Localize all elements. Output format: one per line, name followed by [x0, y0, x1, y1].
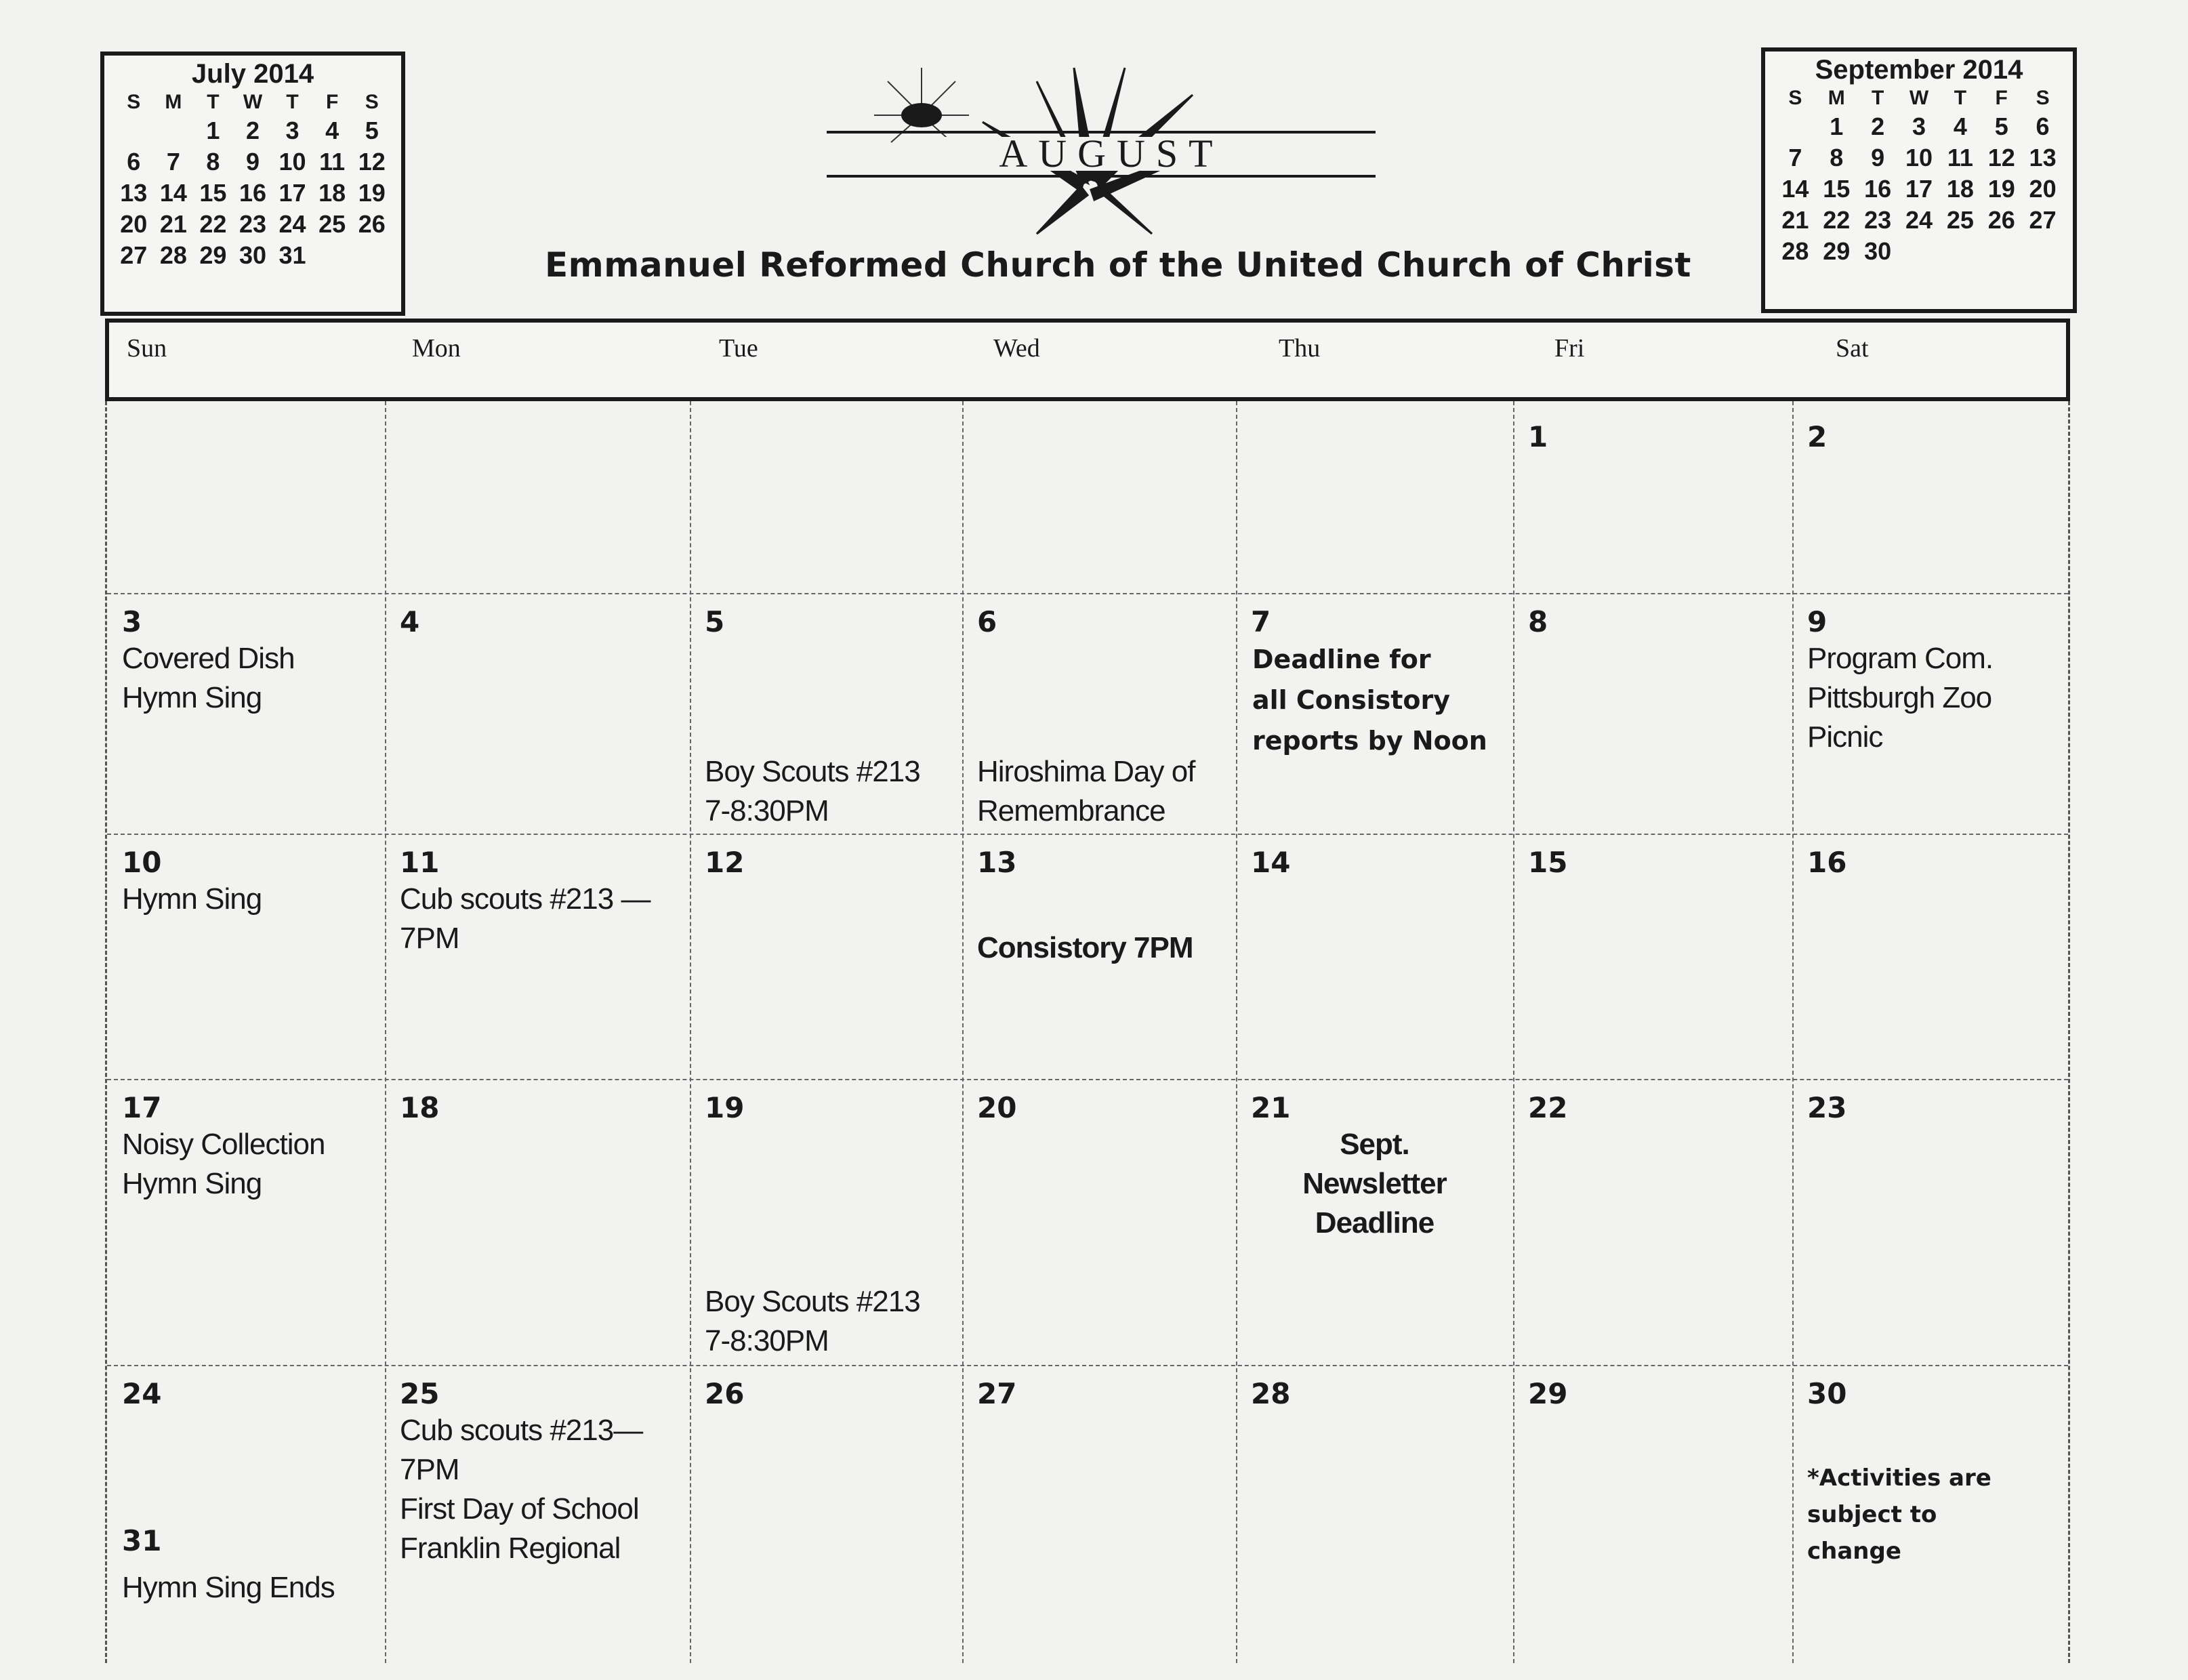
day-number: 1	[1528, 420, 1548, 453]
weekday-thu: Thu	[1279, 334, 1321, 363]
calendar-event: Boy Scouts #213 7-8:30PM	[705, 1285, 920, 1357]
mini-calendar-week-row	[114, 115, 392, 146]
mini-calendar-date: 14	[159, 179, 187, 207]
mini-calendar-date: 10	[278, 148, 306, 176]
day-cell-thu	[1236, 834, 1513, 1079]
day-cell-thu	[1236, 401, 1513, 593]
mini-calendar-title: July 2014	[191, 59, 314, 89]
weekday: M	[165, 91, 182, 113]
day-cell-tue	[690, 593, 962, 834]
day-cell-mon	[385, 834, 690, 1079]
weekday: M	[1828, 87, 1845, 109]
mini-calendar-date	[1981, 236, 2022, 267]
mini-calendar-date: 15	[199, 179, 227, 207]
mini-calendar-date: 17	[278, 179, 306, 207]
weekday: S	[365, 91, 379, 113]
weekday: W	[1909, 87, 1929, 109]
weekday-fri: Fri	[1554, 334, 1585, 363]
weekday-sat: Sat	[1836, 334, 1869, 363]
mini-calendar-date: 25	[1946, 206, 1974, 234]
day-number: 16	[1807, 846, 1847, 879]
mini-calendar-date: 29	[199, 241, 227, 269]
weekday: T	[207, 91, 220, 113]
mini-calendar-date: 28	[1781, 237, 1809, 265]
day-cell-sat	[1792, 834, 2072, 1079]
mini-calendar-date: 8	[1830, 144, 1844, 171]
mini-calendar-date: 23	[239, 210, 267, 238]
day-number: 15	[1528, 846, 1568, 879]
day-cell-mon	[385, 593, 690, 834]
calendar-event: Hymn Sing	[122, 882, 262, 916]
mini-calendar-week-row	[1775, 142, 2063, 173]
day-number: 9	[1807, 605, 1828, 638]
day-number: 10	[122, 846, 162, 879]
mini-calendar-date	[1899, 236, 1940, 267]
weekday-mon: Mon	[412, 334, 461, 363]
mini-calendar-date: 6	[127, 148, 141, 176]
mini-calendar-date: 25	[318, 210, 346, 238]
mini-calendar-date: 19	[358, 179, 386, 207]
mini-calendar-title: September 2014	[1815, 55, 2023, 85]
day-cell-sun	[107, 593, 385, 834]
mini-calendar-date: 7	[1788, 144, 1802, 171]
calendar-event: Cub scouts #213—7PM First Day of School Franklin Regional	[400, 1414, 643, 1565]
mini-calendar-date: 21	[159, 210, 187, 238]
mini-calendar-date: 17	[1905, 175, 1933, 203]
calendar-event: Program Com. Pittsburgh Zoo Picnic	[1807, 642, 1994, 754]
mini-calendar-date: 18	[318, 179, 346, 207]
day-cell-tue	[690, 834, 962, 1079]
mini-calendar-date: 5	[1994, 112, 2008, 140]
day-number: 25	[400, 1377, 440, 1410]
day-number: 13	[977, 846, 1017, 879]
day-cell-sun	[107, 401, 385, 593]
day-cell-mon	[385, 1365, 690, 1663]
day-number: 29	[1528, 1377, 1568, 1410]
mini-calendar-date: 3	[285, 117, 300, 144]
mini-calendar-date: 4	[1953, 112, 1967, 140]
day-cell-thu	[1236, 593, 1513, 834]
mini-calendar-date: 11	[319, 148, 346, 176]
day-number: 28	[1251, 1377, 1291, 1410]
mini-calendar-week-row	[1775, 111, 2063, 142]
day-cell-sat	[1792, 401, 2072, 593]
day-cell-thu	[1236, 1079, 1513, 1365]
weekday: T	[286, 91, 299, 113]
day-number: 3	[122, 605, 142, 638]
mini-calendar-date: 16	[239, 179, 267, 207]
day-number: 17	[122, 1091, 162, 1124]
mini-calendar-date: 14	[1781, 175, 1809, 203]
mini-calendar-date: 31	[278, 241, 306, 269]
weekday: F	[325, 91, 339, 113]
mini-calendar-date: 28	[159, 241, 187, 269]
mini-calendar-date	[312, 240, 352, 271]
mini-calendar-date: 10	[1905, 144, 1933, 171]
mini-calendar-date	[352, 240, 392, 271]
mini-calendar-date: 3	[1912, 112, 1926, 140]
mini-calendar-date: 12	[1987, 144, 2015, 171]
day-number: 14	[1251, 846, 1291, 879]
mini-calendar-date: 18	[1946, 175, 1974, 203]
weekday-tue: Tue	[719, 334, 758, 363]
day-cell-wed	[962, 401, 1236, 593]
mini-calendar-week-row	[114, 209, 392, 240]
day-cell-sat	[1792, 1079, 2072, 1365]
mini-calendar-date: 30	[239, 241, 267, 269]
mini-calendar-week-row	[1775, 205, 2063, 236]
mini-calendar-next-month	[1761, 47, 2077, 313]
mini-calendar-date: 8	[206, 148, 220, 176]
day-number: 18	[400, 1091, 440, 1124]
day-number: 6	[977, 605, 997, 638]
day-cell-fri	[1513, 593, 1792, 834]
weekday: T	[1871, 87, 1884, 109]
day-number: 22	[1528, 1091, 1568, 1124]
calendar-event: Noisy Collection Hymn Sing	[122, 1128, 325, 1200]
calendar-event: Sept. Newsletter Deadline	[1302, 1128, 1447, 1239]
mini-calendar-date: 26	[358, 210, 386, 238]
weekday: S	[2036, 87, 2050, 109]
mini-calendar-week-row	[1775, 236, 2063, 267]
church-name: Emmanuel Reformed Church of the United Church of Christ	[545, 245, 1691, 285]
weekday: F	[1995, 87, 2008, 109]
mini-calendar-date	[1939, 236, 1981, 267]
mini-calendar-date: 15	[1823, 175, 1851, 203]
day-cell-mon	[385, 401, 690, 593]
day-number: 24	[122, 1377, 162, 1410]
day-cell-wed	[962, 593, 1236, 834]
day-cell-tue	[690, 401, 962, 593]
mini-calendar-date: 24	[1905, 206, 1933, 234]
mini-calendar-date: 16	[1864, 175, 1892, 203]
mini-calendar-date: 21	[1781, 206, 1809, 234]
mini-calendar-date: 4	[325, 117, 339, 144]
mini-calendar-date: 6	[2036, 112, 2050, 140]
mini-calendar-date: 9	[1871, 144, 1885, 171]
day-cell-tue	[690, 1365, 962, 1663]
mini-calendar-date: 13	[120, 179, 148, 207]
weekday: S	[127, 91, 141, 113]
weekday-wed: Wed	[993, 334, 1040, 363]
day-cell-wed	[962, 1079, 1236, 1365]
mini-calendar-date: 23	[1864, 206, 1892, 234]
mini-calendar-weekdays	[114, 89, 392, 115]
mini-calendar-previous-month	[100, 52, 405, 316]
mini-calendar-date: 13	[2029, 144, 2057, 171]
day-number: 11	[400, 846, 440, 879]
sunburst-icon	[813, 41, 1396, 237]
mini-calendar-date: 20	[2029, 175, 2057, 203]
mini-calendar-date: 19	[1987, 175, 2015, 203]
mini-calendar-date: 5	[365, 117, 379, 144]
day-cell-tue	[690, 1079, 962, 1365]
day-cell-fri	[1513, 1365, 1792, 1663]
day-cell-fri	[1513, 834, 1792, 1079]
day-number: 21	[1251, 1091, 1291, 1124]
weekday: S	[1788, 87, 1802, 109]
day-cell-sat	[1792, 1365, 2072, 1663]
mini-calendar-date	[114, 115, 154, 146]
day-cell-wed	[962, 834, 1236, 1079]
calendar-event: Consistory 7PM	[977, 931, 1193, 964]
calendar-event: Cub scouts #213 —7PM	[400, 882, 651, 955]
weekday: W	[243, 91, 263, 113]
mini-calendar-date: 7	[166, 148, 180, 176]
calendar-event: Hymn Sing Ends	[122, 1571, 335, 1604]
day-number: 8	[1528, 605, 1548, 638]
mini-calendar-week-row	[1775, 173, 2063, 205]
mini-calendar-date	[154, 115, 194, 146]
day-number: 4	[400, 605, 420, 638]
mini-calendar-week-row	[114, 146, 392, 178]
calendar-event: Deadline for all Consistory reports by Noon	[1252, 644, 1487, 756]
mini-calendar-date: 1	[206, 117, 220, 144]
mini-calendar-date: 26	[1987, 206, 2015, 234]
calendar-event: Covered Dish Hymn Sing	[122, 642, 295, 714]
mini-calendar-date: 22	[199, 210, 227, 238]
mini-calendar-date: 29	[1823, 237, 1851, 265]
mini-calendar-week-row	[114, 178, 392, 209]
day-cell-sun	[107, 1365, 385, 1663]
mini-calendar-date: 1	[1830, 112, 1844, 140]
mini-calendar-date: 9	[245, 148, 260, 176]
day-number: 12	[705, 846, 745, 879]
mini-calendar-weekdays	[1775, 85, 2063, 111]
month-grid	[105, 401, 2070, 1663]
day-cell-mon	[385, 1079, 690, 1365]
day-cell-sun	[107, 834, 385, 1079]
day-number: 27	[977, 1377, 1017, 1410]
mini-calendar-date: 12	[358, 148, 386, 176]
weekday: T	[1954, 87, 1967, 109]
day-number: 30	[1807, 1377, 1847, 1410]
day-cell-thu	[1236, 1365, 1513, 1663]
weekday-sun: Sun	[127, 334, 167, 363]
calendar-event: Hiroshima Day of Remembrance	[977, 755, 1195, 827]
day-number: 7	[1251, 605, 1271, 638]
calendar-event: Boy Scouts #213 7-8:30PM	[705, 755, 920, 827]
mini-calendar-date: 30	[1864, 237, 1892, 265]
day-cell-wed	[962, 1365, 1236, 1663]
day-number: 31	[122, 1524, 162, 1557]
mini-calendar-date: 22	[1823, 206, 1851, 234]
mini-calendar-date: 27	[120, 241, 148, 269]
day-number: 2	[1807, 420, 1828, 453]
day-cell-fri	[1513, 1079, 1792, 1365]
mini-calendar-date	[2022, 236, 2063, 267]
mini-calendar-date: 2	[245, 117, 260, 144]
day-number: 23	[1807, 1091, 1847, 1124]
month-title: AUGUST	[999, 131, 1224, 176]
calendar-event: *Activities are subject to change	[1807, 1464, 1991, 1565]
day-cell-sat	[1792, 593, 2072, 834]
mini-calendar-date: 11	[1947, 144, 1973, 171]
day-number: 19	[705, 1091, 745, 1124]
mini-calendar-date: 20	[120, 210, 148, 238]
day-cell-sun	[107, 1079, 385, 1365]
mini-calendar-date: 27	[2029, 206, 2057, 234]
day-cell-fri	[1513, 401, 1792, 593]
mini-calendar-date: 24	[278, 210, 306, 238]
mini-calendar-date: 2	[1871, 112, 1885, 140]
month-banner	[813, 41, 1396, 237]
mini-calendar-date	[1775, 111, 1816, 142]
mini-calendar-week-row	[114, 240, 392, 271]
weekday-header	[105, 319, 2070, 401]
day-number: 26	[705, 1377, 745, 1410]
day-number: 5	[705, 605, 725, 638]
day-number: 20	[977, 1091, 1017, 1124]
